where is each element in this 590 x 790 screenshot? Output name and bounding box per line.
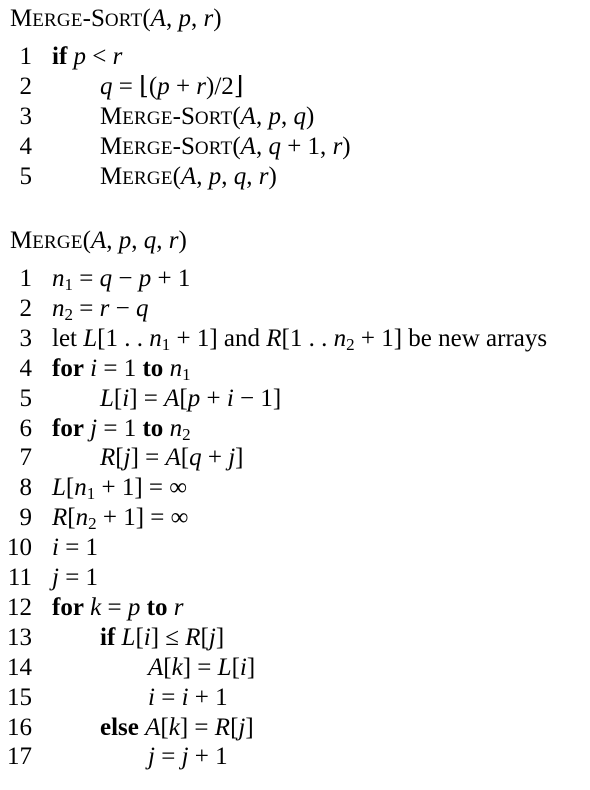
code-statement: A[k] = L[i]	[148, 653, 256, 681]
code-statement: $n_1 = q - p + 1$	[52, 265, 191, 294]
code-statement: if L[i] ≤ R[j]	[100, 623, 225, 651]
code-statement: if p < r	[52, 43, 123, 70]
line-number: 16	[7, 713, 32, 741]
line-number: 4	[19, 132, 32, 160]
code-line	[0, 623, 590, 653]
code-line	[0, 533, 590, 563]
code-statement: i = i + 1	[148, 683, 228, 711]
code-statement: j = 1	[52, 564, 99, 591]
code-line	[0, 42, 590, 72]
line-number: 4	[19, 354, 32, 382]
code-statement: let L[1 . . $n_1 + 1$] and R[1 . . $n_2 + 1$] be new arrays	[52, 324, 548, 354]
line-number: 10	[7, 534, 32, 562]
line-number: 12	[7, 593, 32, 621]
code-line	[0, 563, 590, 593]
code-line	[0, 384, 590, 414]
code-line	[0, 72, 590, 102]
code-line	[0, 354, 590, 384]
code-statement: L[i] = A[p + i − 1]	[100, 384, 282, 412]
line-number: 17	[7, 743, 32, 771]
line-number: 7	[19, 444, 32, 472]
code-line	[0, 713, 590, 743]
code-statement: for k = p to r	[52, 593, 184, 621]
code-statement: MERGE-SORT(A, q + 1, r)	[100, 132, 351, 160]
line-number: 1	[19, 265, 32, 292]
code-statement: R[j] = A[q + j]	[100, 444, 244, 472]
code-statement: $R[n_2 + 1]$ = ∞	[52, 504, 189, 534]
line-number: 8	[19, 474, 32, 502]
line-number: 9	[19, 504, 32, 532]
line-number: 6	[19, 414, 32, 442]
line-number: 5	[19, 162, 32, 190]
code-line	[0, 473, 590, 503]
line-number: 2	[19, 72, 32, 100]
code-line	[0, 264, 590, 294]
code-statement: for i = 1 to $n_1$	[52, 354, 191, 384]
line-number: 2	[19, 294, 32, 322]
line-number: 3	[19, 324, 32, 352]
code-line	[0, 593, 590, 623]
code-statement: MERGE-SORT(A, p, q)	[100, 102, 315, 130]
line-number: 15	[7, 683, 32, 711]
code-statement: MERGE(A, p, q, r)	[100, 162, 277, 190]
code-line	[0, 132, 590, 162]
line-number: 14	[7, 653, 32, 681]
code-line	[0, 742, 590, 772]
code-statement: $n_2 = r - q$	[52, 294, 149, 324]
line-number: 5	[19, 384, 32, 412]
code-statement: i = 1	[52, 534, 99, 562]
code-line	[0, 653, 590, 683]
code-statement: j = j + 1	[148, 743, 228, 771]
code-line	[0, 443, 590, 473]
code-line	[0, 162, 590, 192]
code-statement: for j = 1 to $n_2$	[52, 414, 191, 444]
code-line	[0, 503, 590, 533]
line-number: 13	[7, 623, 32, 651]
procedure-title-merge-sort: MERGE-SORT(A, p, r)	[10, 5, 222, 32]
code-statement: else A[k] = R[j]	[100, 713, 254, 741]
code-line	[0, 683, 590, 713]
procedure-title-merge: MERGE(A, p, q, r)	[10, 227, 187, 254]
line-number: 1	[19, 43, 32, 70]
code-statement: $L[n_1 + 1]$ = ∞	[52, 474, 188, 504]
code-line	[0, 324, 590, 354]
code-statement: q = ⌊(p + r)/2⌋	[100, 72, 244, 100]
line-number: 3	[19, 102, 32, 130]
line-number: 11	[7, 564, 32, 591]
code-line	[0, 414, 590, 444]
code-line	[0, 102, 590, 132]
code-line	[0, 294, 590, 324]
